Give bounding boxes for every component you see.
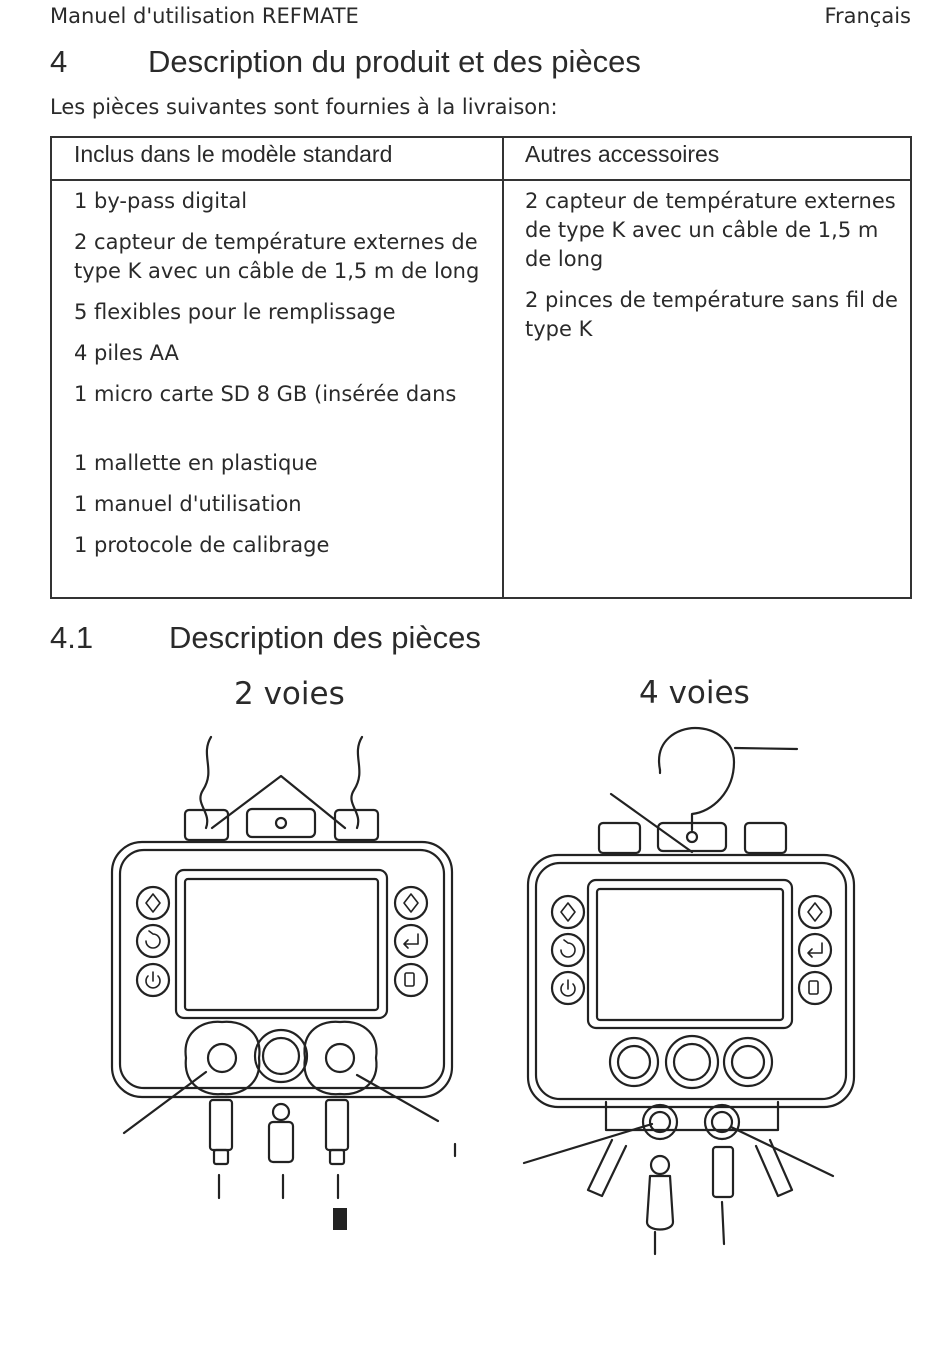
list-item: 1 protocole de calibrage	[74, 533, 330, 557]
list-item: 1 mallette en plastique	[74, 451, 318, 475]
two-way-device	[112, 737, 455, 1230]
header-manual-title: Manuel d'utilisation REFMATE	[50, 4, 359, 28]
column-header-standard: Inclus dans le modèle standard	[51, 137, 503, 180]
list-item: 1 micro carte SD 8 GB (insérée dans	[74, 382, 457, 406]
four-way-device	[524, 728, 854, 1254]
list-item: 4 piles AA	[74, 341, 179, 365]
intro-text: Les pièces suivantes sont fournies à la livraison:	[50, 95, 558, 119]
list-item: 1 manuel d'utilisation	[74, 492, 302, 516]
list-item: 2 capteur de température externes de type K avec un câble de 1,5 m de long	[74, 230, 480, 283]
section-number: 4	[50, 44, 68, 79]
subsection-title: Description des pièces	[169, 620, 481, 655]
label-2-voies: 2 voies	[234, 676, 345, 712]
header-language: Français	[824, 4, 911, 28]
label-4-voies: 4 voies	[639, 675, 750, 711]
subsection-number: 4.1	[50, 620, 94, 655]
list-item: 5 flexibles pour le remplissage	[74, 300, 396, 324]
section-title: Description du produit et des pièces	[148, 44, 641, 79]
list-item: 2 capteur de température externes de type K avec un câble de 1,5 m de long	[525, 189, 896, 271]
list-item: 1 by-pass digital	[74, 189, 248, 213]
list-item: 2 pinces de température sans fil de type K	[525, 288, 898, 341]
column-header-accessories: Autres accessoires	[503, 137, 911, 180]
